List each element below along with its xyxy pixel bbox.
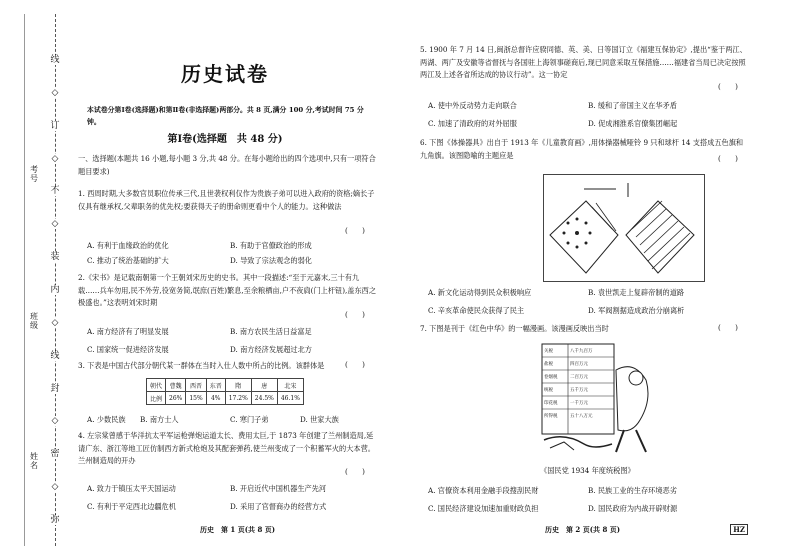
answer-blank: ( ) bbox=[345, 360, 365, 369]
seal-char: 线 bbox=[50, 55, 60, 65]
table-cell: 15% bbox=[186, 392, 206, 405]
page-footer-right: 历史 第 2 页(共 8 页) bbox=[545, 525, 621, 534]
q6-option-b: B. 袁世凯走上复辟帝制的道路 bbox=[588, 288, 685, 297]
value-cell: 一千万元 bbox=[570, 401, 588, 406]
answer-blank: ( ) bbox=[345, 226, 365, 235]
value-cell: 四百万元 bbox=[570, 362, 588, 367]
table-header: 朝代 bbox=[147, 379, 166, 392]
diamond-icon: ◇ bbox=[49, 88, 61, 98]
q6-option-c: C. 辛亥革命使民众获得了民主 bbox=[428, 306, 525, 315]
q4-option-a: A. 致力于镇压太平天国运动 bbox=[87, 484, 176, 493]
question-2: 2.《宋书》是记载南朝第一个王朝刘宋历史的史书。其中一段描述:“至于元嘉末,三十有九载……兵车勿用,民不外劳,役宽务简,氓庶(百姓)繁息,至余粮栖亩,户不夜扃(门上杆钮),盖东西之极盛也。”这表明刘宋时期 bbox=[78, 273, 377, 308]
label-cell: 印花税 bbox=[544, 401, 558, 406]
ratio-table bbox=[146, 378, 304, 405]
answer-blank: ( ) bbox=[718, 154, 738, 163]
name-label: 姓名 bbox=[30, 452, 38, 470]
seal-char: 弥 bbox=[50, 515, 60, 525]
class-label: 班级 bbox=[30, 312, 38, 330]
page-title: 历史试卷 bbox=[181, 62, 269, 86]
q5-option-a: A. 使中外反动势力走向联合 bbox=[428, 101, 517, 110]
q1-option-c: C. 推动了统治基础的扩大 bbox=[87, 256, 169, 265]
diamond-icon: ◇ bbox=[49, 482, 61, 492]
diamond-icon: ◇ bbox=[49, 318, 61, 328]
q5-option-c: C. 加速了清政府的对外屈服 bbox=[428, 119, 517, 128]
instructions: 一、选择题(本题共 16 小题,每小题 3 分,共 48 分。在每小题给出的四个选项中,只有一项符合题目要求) bbox=[78, 154, 376, 176]
diamond-icon: ◇ bbox=[49, 154, 61, 164]
table-header: 北宋 bbox=[277, 379, 303, 392]
value-cell: 二百万元 bbox=[570, 375, 588, 380]
q4-option-b: B. 开启近代中国机器生产先河 bbox=[230, 484, 327, 493]
label-cell: 统税 bbox=[544, 388, 553, 393]
q5-option-d: D. 促成湘淮系官僚集团崛起 bbox=[588, 119, 678, 128]
binding-strip bbox=[0, 0, 78, 559]
table-header-row bbox=[147, 379, 304, 392]
table-header: 西晋 bbox=[186, 379, 206, 392]
q3-option-c: C. 寒门子弟 bbox=[230, 415, 269, 424]
table-cell: 24.5% bbox=[251, 392, 277, 405]
table-header: 隋 bbox=[225, 379, 251, 392]
question-5: 5. 1900 年 7 月 14 日,闽浙总督许应骙同德、英、美、日等国订立《福建互保协定》,提出“鉴于两江、两湖、两广及安徽等省督抚与各国驻上海领事磋商后,现已同意采取互保措施……福建省当局已决定按照两江及上述各省所达成的协议行动”。这一协定 bbox=[420, 45, 747, 80]
q7-option-a: A. 官僚资本利用金融手段搜刮民财 bbox=[428, 486, 539, 495]
question-7: 7. 下图是刊于《红色中华》的一幅漫画。该漫画反映出当时 bbox=[420, 324, 609, 333]
label-cell: 所得税 bbox=[544, 414, 558, 419]
question-3: 3. 下表是中国古代部分朝代某一群体在当时入仕人数中所占的比例。该群体是 bbox=[78, 361, 325, 370]
question-4: 4. 左宗棠曾感于华洋抗太平军运枪弹炮运道太长、费用太巨,于 1873 年创建了兰州制造局,延请广东、浙江等地工匠仿制西方新式枪炮及其配套弹药,使兰州变成了一个积蓄军火的大本营。兰州制造局的开办 bbox=[78, 431, 375, 466]
table-cell: 46.1% bbox=[277, 392, 303, 405]
q7-option-d: D. 国民政府为内战开辟财源 bbox=[588, 504, 678, 513]
value-cell: 八千九百万 bbox=[570, 349, 593, 354]
margin-line bbox=[24, 14, 25, 546]
q1-option-b: B. 有助于官僚政治的形成 bbox=[230, 241, 312, 250]
q1-option-d: D. 导致了宗法观念的弱化 bbox=[230, 256, 312, 265]
page-footer-left: 历史 第 1 页(共 8 页) bbox=[200, 525, 276, 534]
answer-blank: ( ) bbox=[345, 467, 365, 476]
figure-caption: 《国民党 1934 年度统税图》 bbox=[540, 466, 635, 475]
cartoon-tax-values bbox=[570, 345, 614, 423]
table-cell: 17.2% bbox=[225, 392, 251, 405]
flags-drawing bbox=[544, 175, 704, 281]
seal-char: 线 bbox=[50, 350, 60, 361]
table-cell: 26% bbox=[166, 392, 186, 405]
label-cell: 盐税 bbox=[544, 362, 553, 367]
q2-option-a: A. 南方经济有了明显发展 bbox=[87, 327, 169, 336]
question-1: 1. 西周时期,大多数官员职位传承三代,且世袭权利仅作为贵族子弟可以进入政府的资格;嫡长子仅具有继承权,父辈职务的优先权;要获得天子的册命则更看中个人的能力。这种做法 bbox=[78, 189, 375, 211]
tax-cartoon-figure bbox=[540, 340, 658, 458]
exam-notice: 本试卷分第Ⅰ卷(选择题)和第Ⅱ卷(非选择题)两部分。共 8 页,满分 100 分,考试时间 75 分钟。 bbox=[87, 106, 364, 126]
diamond-icon: ◇ bbox=[49, 219, 61, 229]
exam-code-badge: HZ bbox=[730, 524, 748, 535]
q3-option-d: D. 世家大族 bbox=[300, 415, 339, 424]
q1-option-a: A. 有利于血缘政治的优化 bbox=[87, 241, 169, 250]
seal-char: 密 bbox=[50, 449, 60, 460]
answer-blank: ( ) bbox=[718, 82, 738, 91]
answer-blank: ( ) bbox=[718, 323, 738, 332]
value-cell: 五十八万元 bbox=[570, 414, 593, 419]
table-header: 唐 bbox=[251, 379, 277, 392]
table-header: 东晋 bbox=[206, 379, 225, 392]
q7-option-c: C. 国民经济建设加速加重财政负担 bbox=[428, 504, 539, 513]
seal-char: 内 bbox=[50, 285, 60, 295]
q3-option-b: B. 南方士人 bbox=[140, 415, 179, 424]
q4-option-d: D. 采用了官督商办的经营方式 bbox=[230, 502, 327, 511]
seal-char: 不 bbox=[50, 186, 60, 197]
table-cell: 4% bbox=[206, 392, 225, 405]
gymnastics-flags-figure bbox=[543, 174, 705, 282]
label-cell: 卷烟税 bbox=[544, 375, 558, 380]
answer-blank: ( ) bbox=[345, 310, 365, 319]
q2-option-b: B. 南方农民生活日益富足 bbox=[230, 327, 312, 336]
diamond-icon: ◇ bbox=[49, 416, 61, 426]
seal-char: 封 bbox=[50, 383, 60, 394]
q6-option-a: A. 新文化运动得到民众积极响应 bbox=[428, 288, 532, 297]
seal-char: 订 bbox=[50, 120, 60, 131]
q5-option-b: B. 缓和了帝国主义在华矛盾 bbox=[588, 101, 677, 110]
label-cell: 关税 bbox=[544, 349, 553, 354]
q2-option-c: C. 国家统一促进经济发展 bbox=[87, 345, 169, 354]
value-cell: 五千万元 bbox=[570, 388, 588, 393]
seal-char: 装 bbox=[50, 252, 60, 263]
table-row-label: 比例 bbox=[147, 392, 166, 405]
exam-number-label: 考号 bbox=[30, 165, 38, 183]
q2-option-d: D. 南方经济发展超过北方 bbox=[230, 345, 312, 354]
q3-option-a: A. 少数民族 bbox=[87, 415, 126, 424]
q7-option-b: B. 民族工业的生存环境恶劣 bbox=[588, 486, 677, 495]
table-header: 曹魏 bbox=[166, 379, 186, 392]
cartoon-tax-labels bbox=[544, 345, 570, 423]
table-row bbox=[147, 392, 304, 405]
q4-option-c: C. 有利于平定西北边疆危机 bbox=[87, 502, 176, 511]
question-6: 6. 下图《体操器具》出自于 1913 年《儿童教育画》,用体操器械哑铃 9 只和球杆 14 支搭成五色旗和九角旗。该图隐喻的主题应是 bbox=[420, 138, 744, 160]
section-title: 第Ⅰ卷(选择题 共 48 分) bbox=[167, 134, 283, 145]
q6-option-d: D. 军阀割据造成政治分崩离析 bbox=[588, 306, 685, 315]
